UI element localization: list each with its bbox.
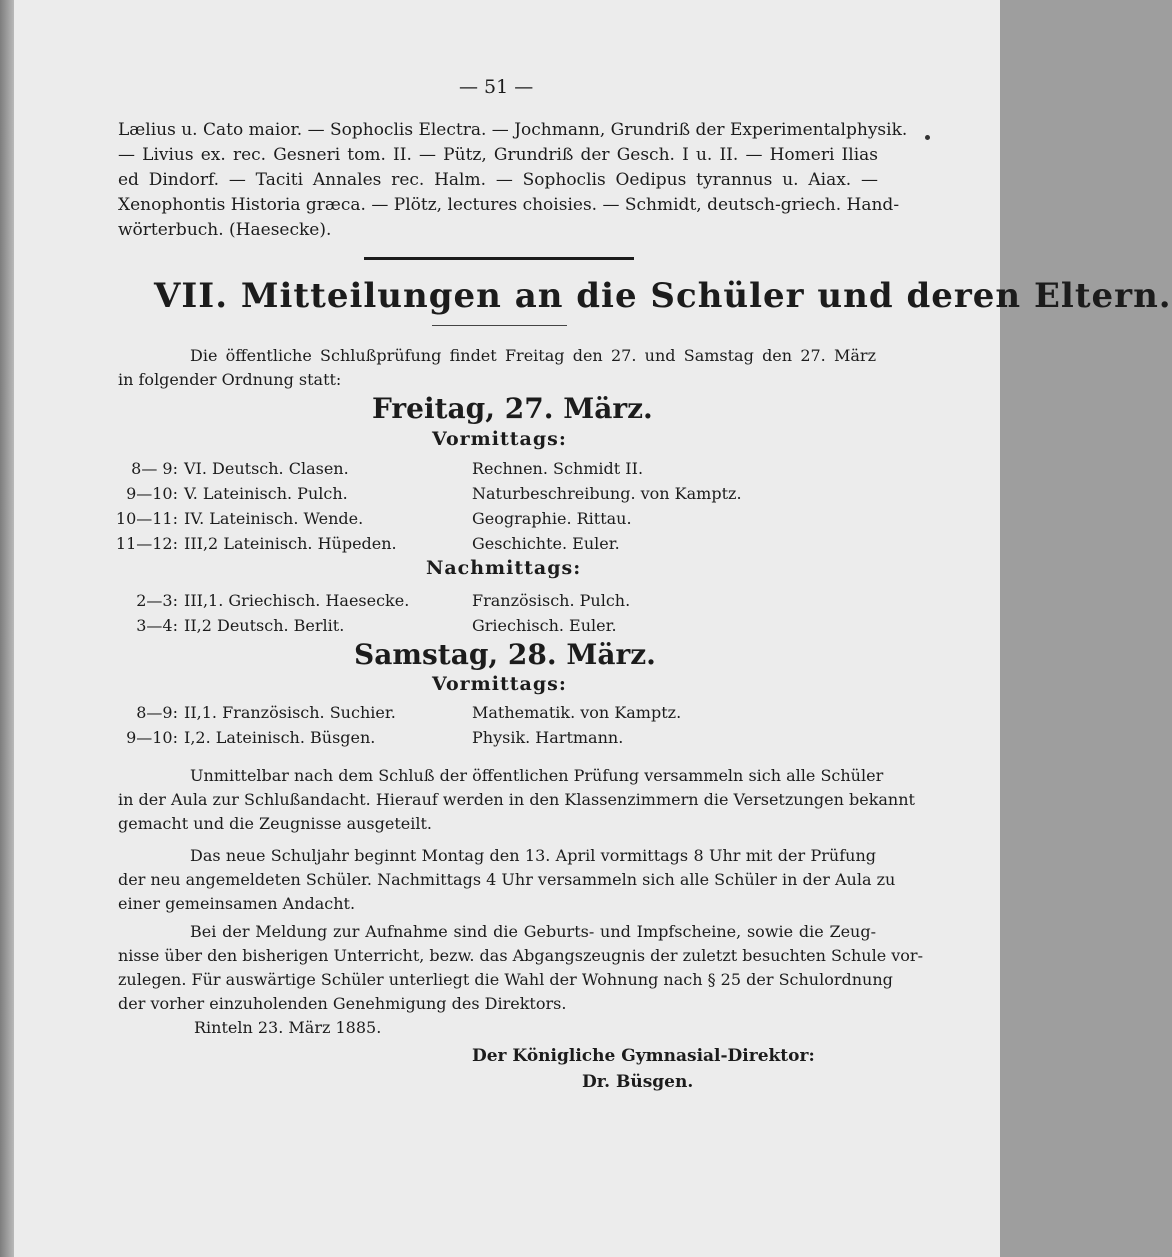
registration-line: der vorher einzuholenden Genehmigung des Direktors.: [118, 994, 567, 1013]
schedule-class: I,2. Lateinisch. Büsgen.: [184, 728, 376, 747]
print-speck: [925, 135, 930, 140]
binding-edge: [0, 0, 14, 1257]
schedule-class: IV. Lateinisch. Wende.: [184, 509, 364, 528]
friday-morning-label: Vormittags:: [432, 428, 567, 450]
schedule-subject: Rechnen. Schmidt II.: [472, 459, 644, 478]
bibliography-line: ed Dindorf. — Taciti Annales rec. Halm. — Sophoclis Oedipus tyrannus u. Aiax. —: [118, 170, 878, 190]
bibliography-line: wörterbuch. (Haesecke).: [118, 220, 332, 240]
section-divider-heavy: [364, 257, 634, 260]
schedule-time: 10—11:: [115, 509, 178, 528]
registration-paragraph: [118, 920, 923, 1016]
intro-line: in folgender Ordnung statt:: [118, 370, 342, 389]
signoff-title: Der Königliche Gymnasial-Direktor:: [472, 1046, 815, 1066]
schedule-time: 8— 9:: [131, 459, 178, 478]
section-heading: VII. Mitteilungen an die Schüler und deren Eltern.: [154, 276, 1172, 316]
dateline: Rinteln 23. März 1885.: [194, 1018, 382, 1037]
saturday-morning-schedule: [100, 700, 800, 750]
section-divider-thin: [432, 325, 567, 326]
schedule-subject: Französisch. Pulch.: [472, 591, 631, 610]
friday-afternoon-schedule: [100, 588, 800, 638]
schedule-subject: Naturbeschreibung. von Kamptz.: [472, 484, 742, 503]
closing-line: gemacht und die Zeugnisse ausgeteilt.: [118, 814, 432, 833]
saturday-morning-label: Vormittags:: [432, 673, 567, 695]
schedule-time: 3—4:: [136, 616, 178, 635]
schedule-time: 2—3:: [136, 591, 178, 610]
new-year-paragraph: [118, 844, 896, 916]
schedule-time: 9—10:: [126, 484, 178, 503]
schedule-class: V. Lateinisch. Pulch.: [184, 484, 348, 503]
new-year-line: der neu angemeldeten Schüler. Nachmittags 4 Uhr versammeln sich alle Schüler in der Aula zu: [118, 870, 896, 889]
schedule-class: III,2 Lateinisch. Hüpeden.: [184, 534, 397, 553]
schedule-class: III,1. Griechisch. Haesecke.: [184, 591, 410, 610]
schedule-subject: Geschichte. Euler.: [472, 534, 620, 553]
registration-line: nisse über den bisherigen Unterricht, bezw. das Abgangszeugnis der zuletzt besuchten Schule vor-: [118, 946, 923, 965]
new-year-line: Das neue Schuljahr beginnt Montag den 13. April vormittags 8 Uhr mit der Prüfung: [190, 846, 876, 865]
schedule-subject: Physik. Hartmann.: [472, 728, 624, 747]
intro-line: Die öffentliche Schlußprüfung findet Freitag den 27. und Samstag den 27. März: [190, 346, 876, 365]
page-number: — 51 —: [459, 76, 534, 98]
day-title-saturday: Samstag, 28. März.: [354, 638, 656, 671]
bibliography-line: Lælius u. Cato maior. — Sophoclis Electra. — Jochmann, Grundriß der Experimentalphysik.: [118, 120, 908, 140]
schedule-time: 8—9:: [136, 703, 178, 722]
intro-paragraph: [118, 344, 876, 392]
schedule-subject: Griechisch. Euler.: [472, 616, 617, 635]
closing-paragraph: [118, 764, 915, 836]
bibliography-block: [118, 118, 908, 243]
bibliography-line: — Livius ex. rec. Gesneri tom. II. — Pütz, Grundriß der Gesch. I u. II. — Homeri Ilias: [118, 145, 878, 165]
day-title-friday: Freitag, 27. März.: [372, 392, 653, 425]
schedule-time: 11—12:: [115, 534, 178, 553]
schedule-class: II,1. Französisch. Suchier.: [184, 703, 396, 722]
friday-morning-schedule: [100, 456, 800, 556]
bibliography-line: Xenophontis Historia græca. — Plötz, lectures choisies. — Schmidt, deutsch-griech. Hand-: [118, 195, 900, 215]
schedule-time: 9—10:: [126, 728, 178, 747]
schedule-subject: Geographie. Rittau.: [472, 509, 632, 528]
closing-line: in der Aula zur Schlußandacht. Hierauf werden in den Klassenzimmern die Versetzungen bekannt: [118, 790, 915, 809]
registration-line: Bei der Meldung zur Aufnahme sind die Geburts- und Impfscheine, sowie die Zeug-: [190, 922, 876, 941]
signer-name: Dr. Büsgen.: [582, 1072, 694, 1092]
new-year-line: einer gemeinsamen Andacht.: [118, 894, 356, 913]
schedule-class: II,2 Deutsch. Berlit.: [184, 616, 345, 635]
schedule-class: VI. Deutsch. Clasen.: [184, 459, 349, 478]
registration-line: zulegen. Für auswärtige Schüler unterliegt die Wahl der Wohnung nach § 25 der Schulordnung: [118, 970, 893, 989]
closing-line: Unmittelbar nach dem Schluß der öffentlichen Prüfung versammeln sich alle Schüler: [190, 766, 884, 785]
document-page: [14, 0, 1172, 1257]
friday-afternoon-label: Nachmittags:: [426, 557, 582, 579]
schedule-subject: Mathematik. von Kamptz.: [472, 703, 682, 722]
